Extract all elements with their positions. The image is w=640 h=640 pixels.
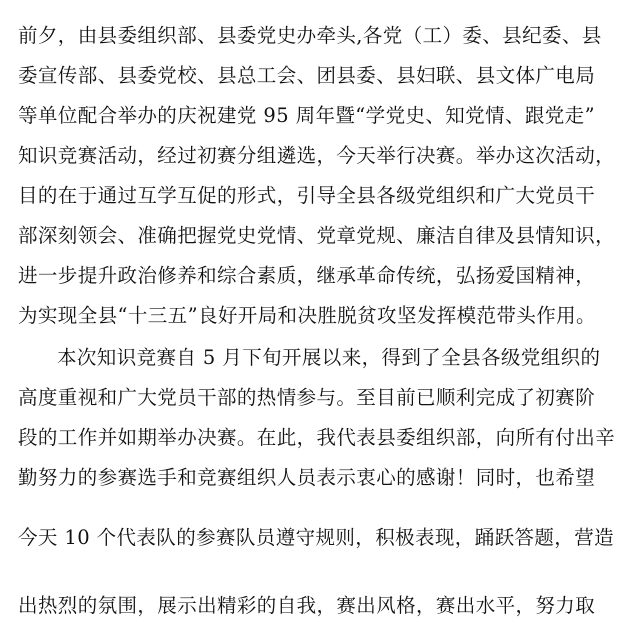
text-line: 知识竞赛活动，经过初赛分组遴选，今天举行决赛。举办这次活动， (18, 144, 616, 167)
text-line: 高度重视和广大党员干部的热情参与。至目前已顺利完成了初赛阶 (18, 386, 596, 409)
text-line: 段的工作并如期举办决赛。在此，我代表县委组织部，向所有付出辛 (18, 426, 616, 449)
text-line: 进一步提升政治修养和综合素质，继承革命传统，弘扬爱国精神， (18, 264, 596, 287)
text-line: 前夕，由县委组织部、县委党史办牵头,各党（工）委、县纪委、县 (18, 24, 602, 47)
text-line: 勤努力的参赛选手和竞赛组织人员表示衷心的感谢！同时，也希望 (18, 466, 596, 489)
text-line: 为实现全县“十三五”良好开局和决胜脱贫攻坚发挥模范带头作用。 (18, 304, 596, 327)
text-line: 目的在于通过互学互促的形式，引导全县各级党组织和广大党员干 (18, 184, 596, 207)
text-line: 今天 10 个代表队的参赛队员遵守规则，积极表现，踊跃答题，营造 (18, 526, 615, 549)
text-line: 部深刻领会、准确把握党史党情、党章党规、廉洁自律及县情知识， (18, 224, 616, 247)
text-line: 出热烈的氛围，展示出精彩的自我，赛出风格，赛出水平，努力取 (18, 594, 596, 617)
text-line: 委宣传部、县委党校、县总工会、团县委、县妇联、县文体广电局 (18, 64, 596, 87)
paragraph-first-line: 本次知识竞赛自 5 月下旬开展以来，得到了全县各级党组织的 (57, 346, 601, 369)
text-line: 等单位配合举办的庆祝建党 95 周年暨“学党史、知党情、跟党走” (18, 104, 595, 127)
